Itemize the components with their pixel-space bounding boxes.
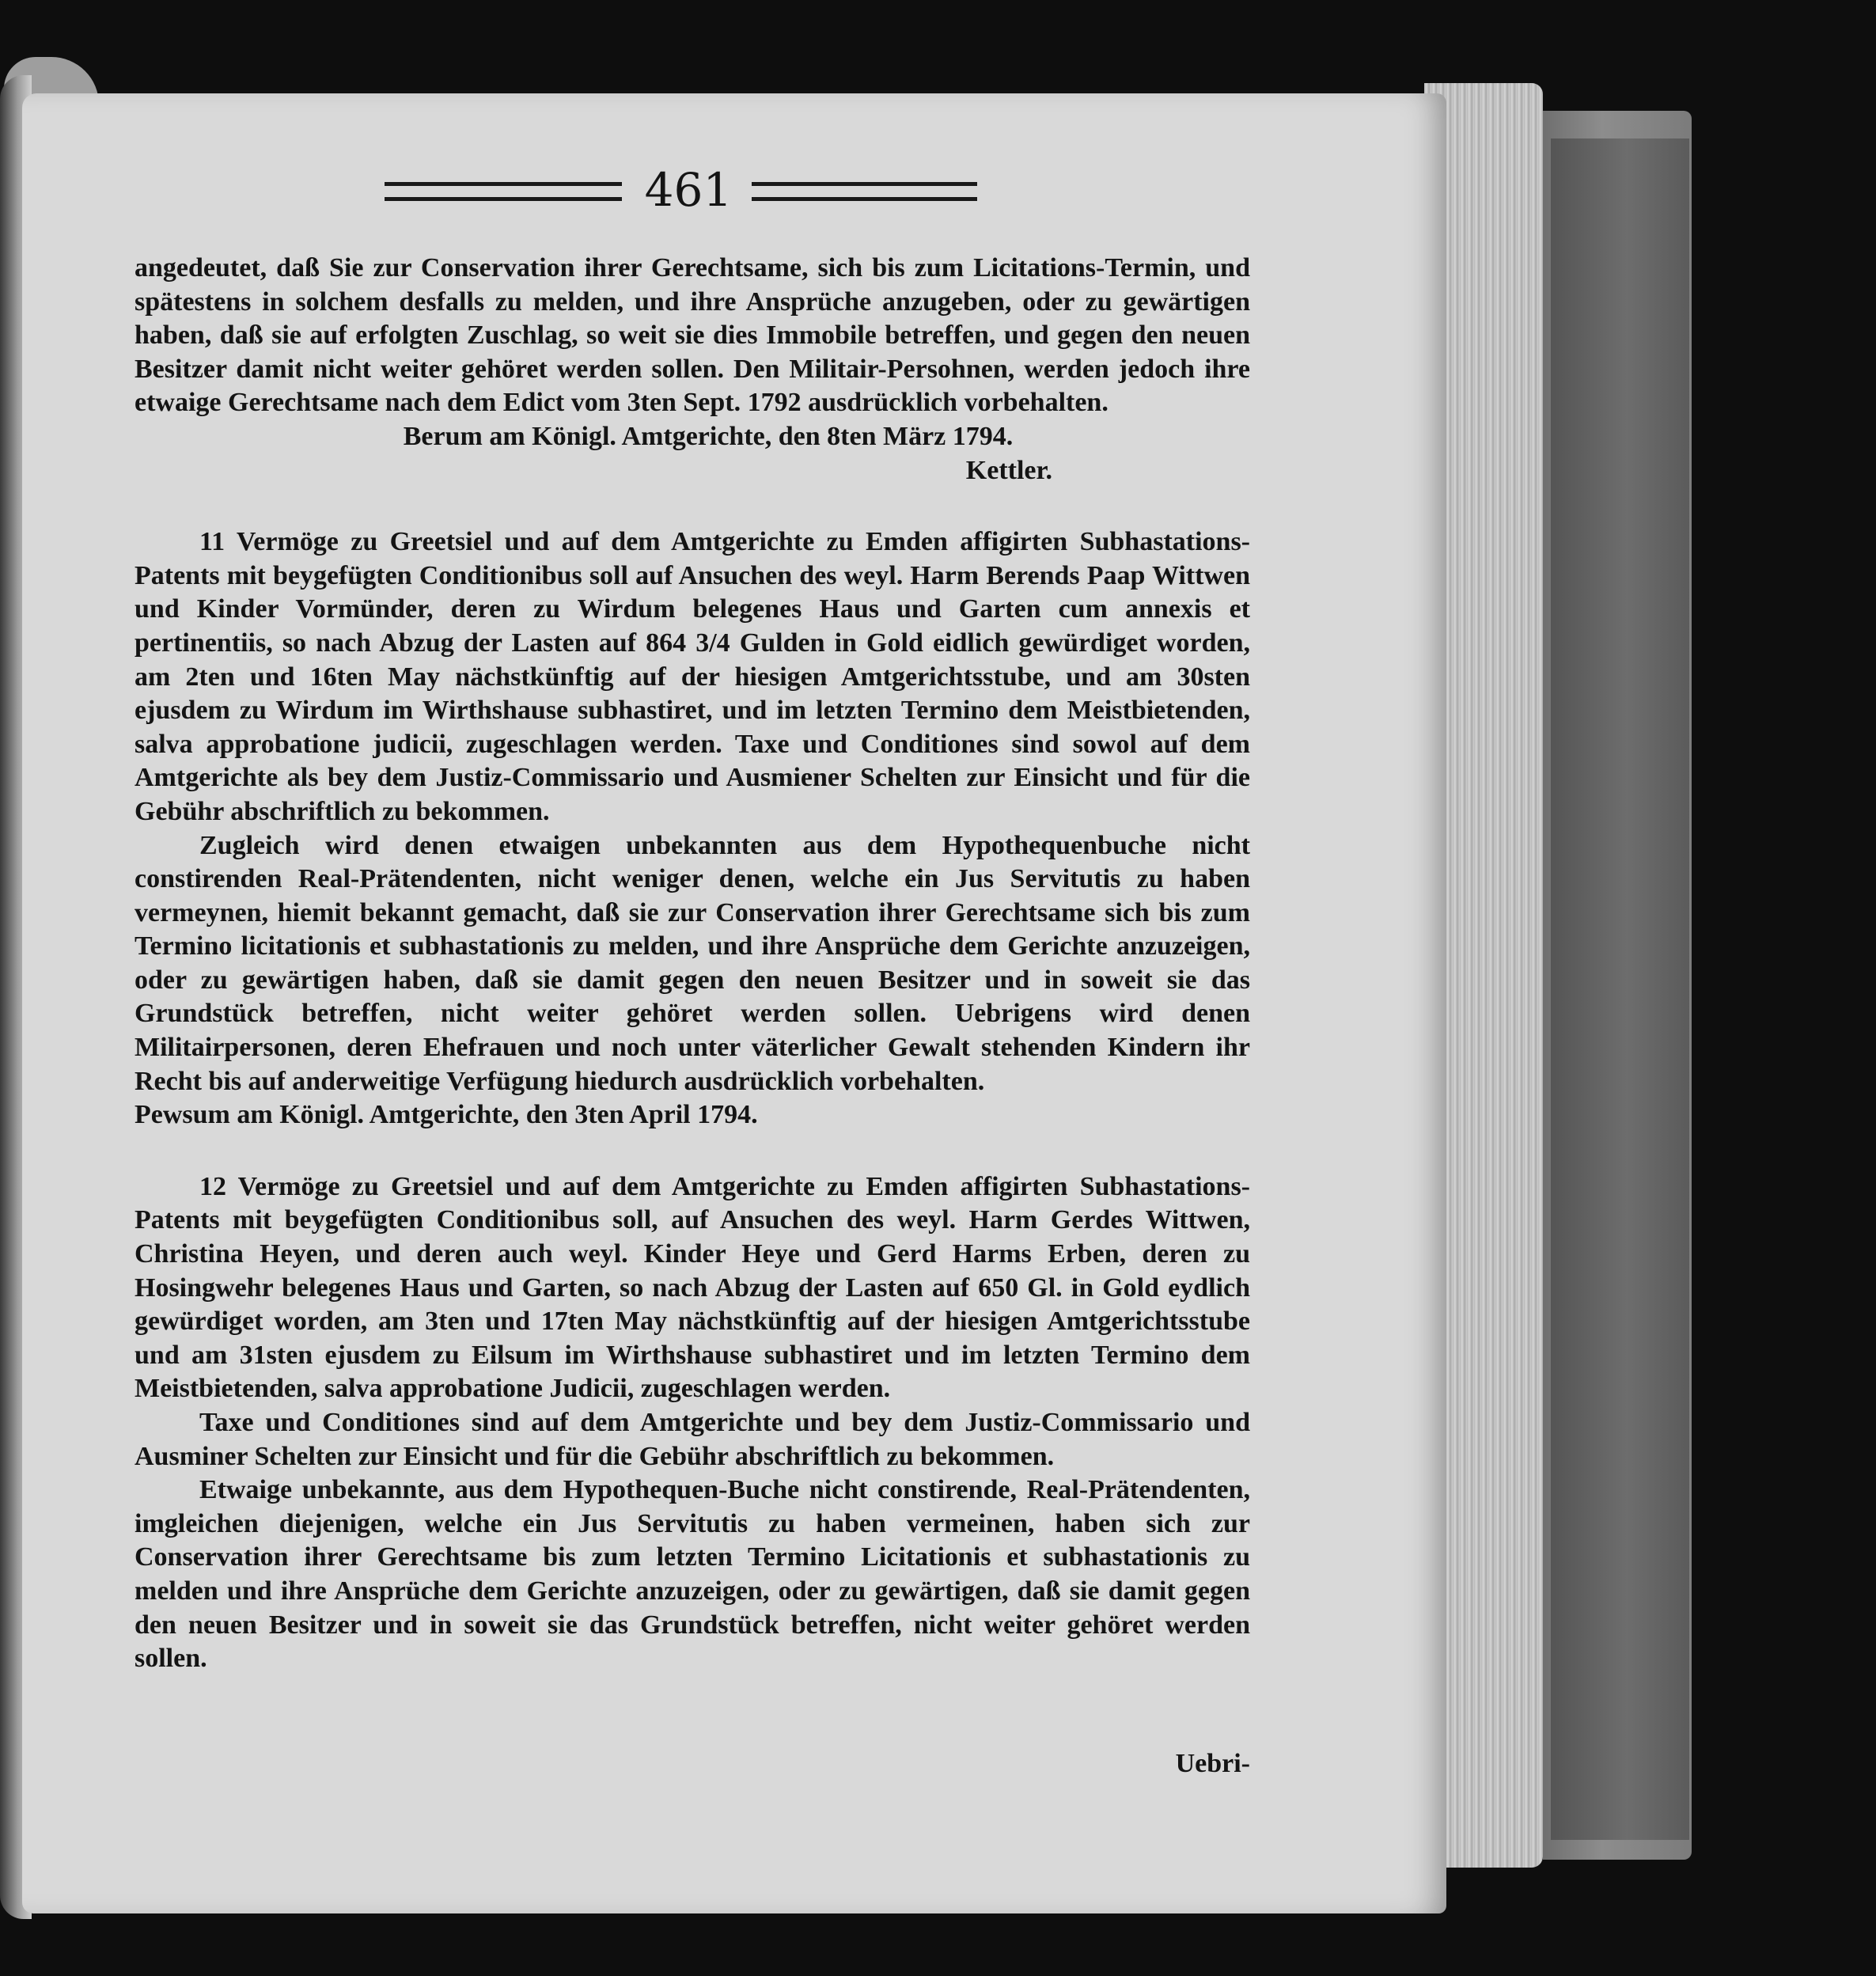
book-cover-spine	[1551, 138, 1689, 1840]
section-gap	[135, 1132, 1250, 1170]
section-12-text: 12 Vermöge zu Greetsiel und auf dem Amtgerichte zu Emden affigirten Subhastations-Patents mit beygefügten Conditionibus soll, auf Ansuchen des weyl. Harm Gerdes Wittwen, Christina Heyen, und deren auch weyl. Kinder Heye und Gerd Harms Erben, deren zu Hosingwehr belegenes Haus und Garten, so nach Abzug der Lasten auf 650 Gl. in Gold eydlich gewürdiget worden, am 3ten und 17ten May nächstkünftig auf der hiesigen Amtgerichtsstube und am 31sten ejusdem zu Eilsum im Wirthshause subhastiret und im letzten Termino dem Meistbietenden, salva approbatione Judicii, zugeschlagen werden.	[135, 1171, 1250, 1404]
section-12-text2: Taxe und Conditiones sind auf dem Amtgerichte und bey dem Justiz-Commissario und Ausminer Schelten zur Einsicht und für die Gebühr abschriftlich zu bekommen.	[135, 1408, 1250, 1471]
section-11-text: 11 Vermöge zu Greetsiel und auf dem Amtgerichte zu Emden affigirten Subhastations-Patents mit beygefügten Conditionibus soll auf Ansuchen des weyl. Harm Berends Paap Wittwen und Kinder Vormünder, deren zu Wirdum belegenes Haus und Garten cum annexis et pertinentiis, so nach Abzug der Lasten auf 864 3/4 Gulden in Gold eidlich gewürdiget worden, am 2ten und 16ten May nächstkünftig auf der hiesigen Amtgerichtsstube, und am 30sten ejusdem zu Wirdum im Wirthshause subhastiret, und im letzten Termino dem Meistbietenden, salva approbatione judicii, zugeschlagen werden. Taxe und Conditiones sind sowol auf dem Amtgerichte als bey dem Justiz-Commissario und Ausmiener Schelten zur Einsicht und für die Gebühr abschriftlich zu bekommen.	[135, 527, 1250, 826]
section-11-place-date: Pewsum am Königl. Amtgerichte, den 3ten April 1794.	[135, 1100, 758, 1130]
section-top-signature: Kettler.	[965, 455, 1052, 485]
page-number: 461	[644, 163, 733, 217]
page-header	[380, 160, 981, 215]
section-12-text3: Etwaige unbekannte, aus dem Hypothequen-Buche nicht constirende, Real-Prätendenten, imgleichen diejenigen, welche ein Jus Servitutis zu haben vermeinen, haben sich zur Conservation ihrer Gerechtsame bis zum letzten Termino Licitationis et subhastationis zu melden und ihre Ansprüche dem Gerichte anzuzeigen, oder zu gewärtigen, daß sie damit gegen den neuen Besitzer und in soweit sie das Grundstück betreffen, nicht weiter gehöret werden sollen.	[135, 1475, 1250, 1674]
section-gap	[135, 487, 1250, 525]
catchword: Uebri-	[1175, 1749, 1250, 1778]
section-top-place-date: Berum am Königl. Amtgerichte, den 8ten März 1794.	[403, 421, 1014, 451]
header-rule-left	[385, 182, 622, 201]
header-rule-right	[752, 182, 977, 201]
section-11-text2: Zugleich wird denen etwaigen unbekannten aus dem Hypothequenbuche nicht constirenden Real-Prätendenten, nicht weniger denen, welche ein Jus Servitutis zu haben vermeynen, hiemit bekannt gemacht, daß sie zur Conservation ihrer Gerechtsame sich bis zum Termino licitationis et subhastationis zu melden, und ihre Ansprüche dem Gerichte anzuzeigen, oder zu gewärtigen haben, daß sie damit gegen den neuen Besitzer und in soweit sie das Grundstück betreffen, nicht weiter gehöret werden sollen. Uebrigens wird denen Militairpersonen, deren Ehefrauen und noch unter väterlicher Gewalt stehenden Kindern ihr Recht bis auf anderweitige Verfügung hiedurch ausdrücklich vorbehalten.	[135, 830, 1250, 1096]
section-top-text: angedeutet, daß Sie zur Conservation ihrer Gerechtsame, sich bis zum Licitations-Termin, und spätestens in solchem desfalls zu melden, und ihre Ansprüche anzugeben, oder zu gewärtigen haben, daß sie auf erfolgten Zuschlag, so weit sie dies Immobile betreffen, und gegen den neuen Besitzer damit nicht weiter gehöret werden sollen. Den Militair-Persohnen, werden jedoch ihre etwaige Gerechtsame nach dem Edict vom 3ten Sept. 1792 ausdrücklich vorbehalten.	[135, 253, 1250, 418]
page-body	[135, 252, 1250, 1676]
